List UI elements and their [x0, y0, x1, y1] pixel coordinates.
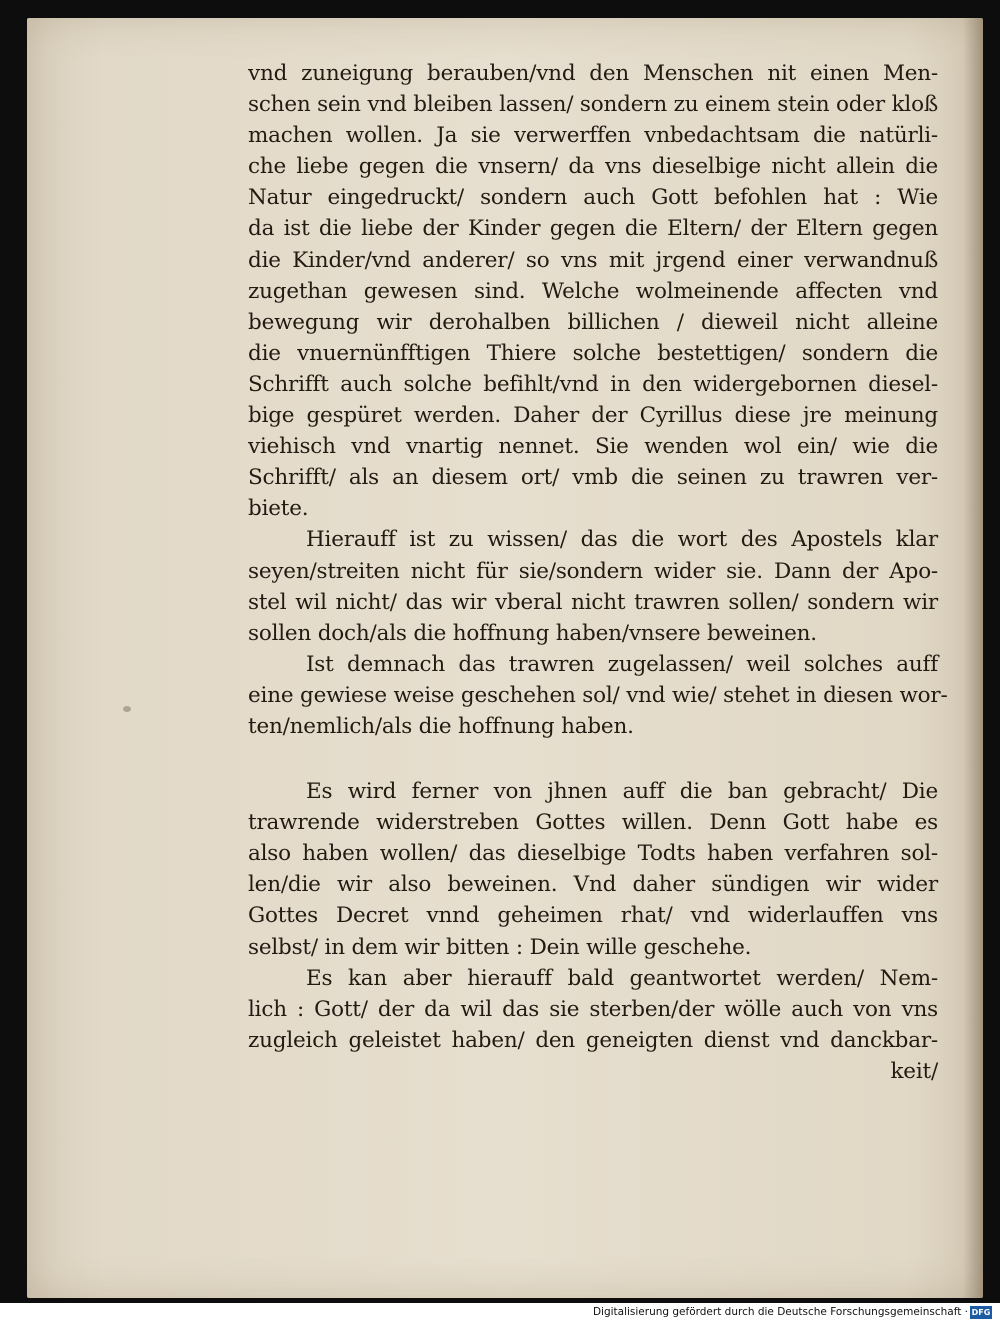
digitization-footer	[0, 1303, 1000, 1323]
text-line: bige gespüret werden. Daher der Cyrillus diese jre meinung	[248, 403, 938, 429]
text-line: eine gewiese weise geschehen sol/ vnd wie/ stehet in diesen wor-	[248, 682, 948, 708]
text-line: che liebe gegen die vnsern/ da vns dieselbige nicht allein die	[248, 154, 938, 180]
page-gutter-shadow	[963, 18, 983, 1298]
text-line: sollen doch/als die hoffnung haben/vnsere beweinen.	[248, 620, 817, 646]
text-line: ten/nemlich/als die hoffnung haben.	[248, 713, 634, 739]
text-line: vnd zuneigung berauben/vnd den Menschen nit einen Men-	[248, 61, 938, 86]
text-line: seyen/streiten nicht für sie/sondern wider sie. Dann der Apo-	[248, 558, 938, 584]
text-line: zugleich geleistet haben/ den geneigten dienst vnd danckbar-	[248, 1027, 938, 1053]
page-text	[248, 58, 948, 1087]
text-line: trawrende widerstreben Gottes willen. Denn Gott habe es	[248, 810, 938, 836]
text-line: Es kan aber hierauff bald geantwortet werden/ Nem-	[306, 965, 938, 991]
catchword: keit/	[890, 1058, 938, 1084]
text-line: die vnuernünfftigen Thiere solche bestettigen/ sondern die	[248, 340, 938, 366]
text-line: schen sein vnd bleiben lassen/ sondern zu einem stein oder kloß	[248, 92, 938, 118]
funding-credit: Digitalisierung gefördert durch die Deutsche Forschungsgemeinschaft ·	[592, 1306, 968, 1318]
text-line: len/die wir also beweinen. Vnd daher sündigen wir wider	[248, 872, 938, 898]
text-line: machen wollen. Ja sie verwerffen vnbedachtsam die natürli-	[248, 123, 938, 149]
text-line: Hierauff ist zu wissen/ das die wort des Apostels klar	[306, 527, 938, 553]
text-line: zugethan gewesen sind. Welche wolmeinende affecten vnd	[248, 278, 938, 304]
text-line: Es wird ferner von jhnen auff die ban gebracht/ Die	[306, 779, 938, 805]
text-line: stel wil nicht/ das wir vberal nicht trawren sollen/ sondern wir	[248, 589, 938, 615]
text-line: bewegung wir derohalben billichen / dieweil nicht alleine	[248, 309, 938, 335]
text-line: Natur eingedruckt/ sondern auch Gott befohlen hat : Wie	[248, 185, 938, 211]
text-line: Gottes Decret vnnd geheimen rhat/ vnd widerlauffen vns	[248, 903, 938, 929]
text-line: selbst/ in dem wir bitten : Dein wille geschehe.	[248, 934, 752, 960]
ink-smudge	[123, 706, 131, 712]
text-line: da ist die liebe der Kinder gegen die Eltern/ der Eltern gegen	[248, 216, 938, 242]
text-line: lich : Gott/ der da wil das sie sterben/der wölle auch von vns	[248, 996, 938, 1022]
text-line: biete.	[248, 496, 309, 522]
text-line: die Kinder/vnd anderer/ so vns mit jrgend einer verwandnuß	[248, 247, 938, 273]
text-line: Schrifft auch solche befihlt/vnd in den widergebornen diesel-	[248, 371, 938, 397]
text-line: also haben wollen/ das dieselbige Todts haben verfahren sol-	[248, 841, 938, 867]
text-line: Schrifft/ als an diesem ort/ vmb die seinen zu trawren ver-	[248, 465, 938, 491]
text-line: viehisch vnd vnartig nennet. Sie wenden wol ein/ wie die	[248, 434, 938, 460]
text-line: Ist demnach das trawren zugelassen/ weil solches auff	[306, 651, 938, 677]
paragraph-gap	[248, 742, 938, 776]
dfg-logo-icon[interactable]: DFG	[971, 1308, 991, 1317]
